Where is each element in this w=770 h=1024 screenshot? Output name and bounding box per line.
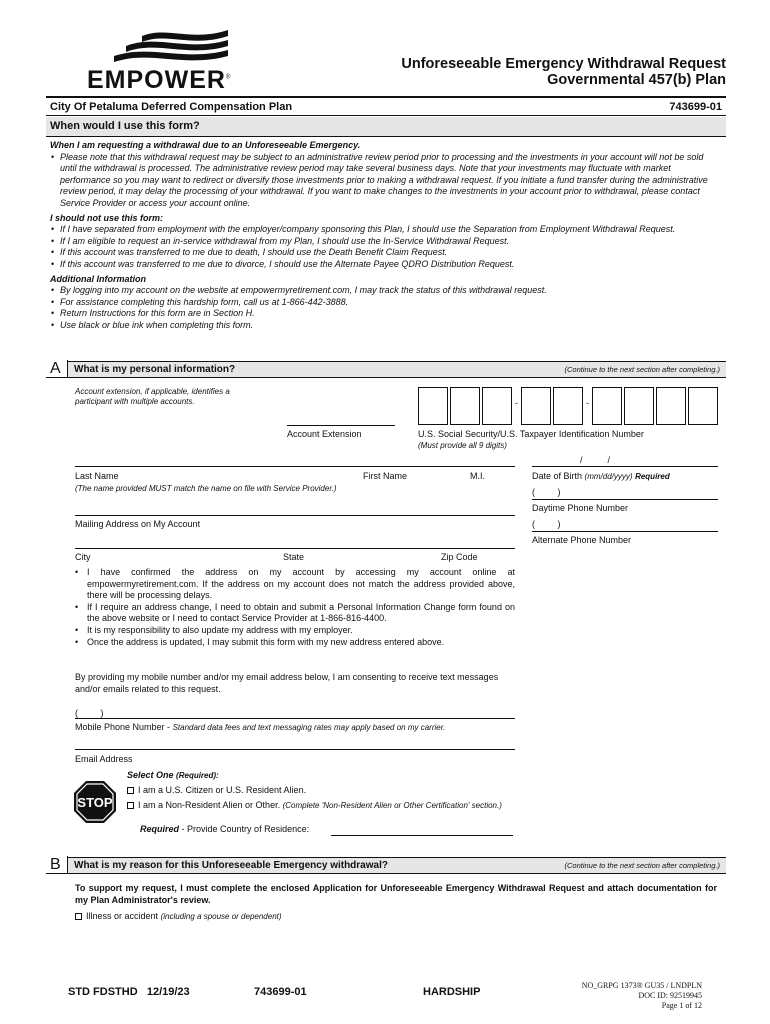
empower-logo-mark-icon [112,28,230,70]
name-field[interactable] [75,466,515,467]
when-heading: When would I use this form? [46,117,726,137]
dob-label: Date of Birth (mm/dd/yyyy) Required [532,471,670,481]
nonresident-checkbox[interactable] [127,802,134,809]
alternate-phone-field[interactable] [532,531,718,532]
ssn-dash: - [515,398,518,408]
citizen-option[interactable]: I am a U.S. Citizen or U.S. Resident Alien. [127,785,306,795]
name-note: (The name provided MUST match the name on file with Service Provider.) [75,484,337,493]
footer-plan-number: 743699-01 [254,986,307,998]
mailing-address-field[interactable] [75,515,515,516]
illness-checkbox[interactable] [75,913,82,920]
ssn-digit-box[interactable] [418,387,448,425]
mi-label: M.I. [470,471,485,481]
footer-doc-id: NO_GRPG 1373® GU35 / LNDPLN DOC ID: 92519945 Page 1 of 12 [581,981,702,1010]
illness-option[interactable]: Illness or accident (including a spouse or dependent) [75,911,282,922]
plan-bar [46,96,726,116]
alternate-phone-label: Alternate Phone Number [532,535,632,545]
account-extension-note: Account extension, if applicable, identifies a participant with multiple accounts. [75,387,230,406]
dob-slashes: / / [580,455,611,465]
country-required-label: Required - Provide Country of Residence: [140,824,310,834]
city-label: City [75,552,91,562]
first-name-label: First Name [363,471,408,481]
mobile-phone-field[interactable] [75,718,515,719]
stop-sign-icon [73,780,117,824]
section-a-header: A What is my personal information? (Continue to the next section after completing.) [46,361,726,378]
ssn-note: (Must provide all 9 digits) [418,441,507,450]
dob-field[interactable] [532,466,718,467]
daytime-phone-paren: ( ) [532,487,561,497]
support-text: To support my request, I must complete the enclosed Application for Unforeseeable Emergency Withdrawal Request and attach documentation for my Plan Administrator's review. [75,883,717,905]
daytime-phone-label: Daytime Phone Number [532,503,629,513]
intro-text: When I am requesting a withdrawal due to an Unforeseeable Emergency. • Please note that this withdrawal request may be subject to an administrative review period prior to processing and the investments in your account will not be sold until the withdrawal is processed. The administrative review period may take several business days. Note that your investments may fluctuate with market performance so you may want to redirect or diversify those investments prior to making a withdrawal request. If you initiate a fund transfer during the administrative review period, it may delay the processing of your withdrawal. If you want to make changes to the investments in your account prior to withdrawal, please contact Service Provider or access your account online. I should not use this form: • If I have separated from employment with the employer/company sponsoring this Plan, I should use the Separation from Employment Withdrawal Request. • If I am eligible to request an in-service withdrawal from my Plan, I should use the In-Service Withdrawal Request. • If this account was transferred to me due to death, I should use the Death Benefit Claim Request. • If this account was transferred to me due to divorce, I should use the Alternate Payee QDRO Distribution Request. Additional Information • By logging into my account on the website at empowermyretirement.com, I may track the status of this withdrawal request. • For assistance completing this hardship form, call us at 1-866-442-3888. • Return Instructions for this form are in Section H. • Use black or blue ink when completing this form. [50,140,722,332]
empower-logo-text: EMPOWER® [87,66,232,94]
alternate-phone-paren: ( ) [532,519,561,529]
section-b-header: B What is my reason for this Unforeseeable Emergency withdrawal? (Continue to the next section after completing.) [46,857,726,874]
last-name-label: Last Name [75,471,119,481]
ssn-digit-box[interactable] [450,387,480,425]
mobile-phone-label: Mobile Phone Number - Standard data fees and text messaging rates may apply based on my carrier. [75,722,446,732]
plan-name: City Of Petaluma Deferred Compensation Plan [50,100,293,113]
ssn-digit-box[interactable] [624,387,654,425]
mailing-address-label: Mailing Address on My Account [75,519,201,529]
country-field[interactable] [331,835,513,836]
ssn-digit-box[interactable] [592,387,622,425]
address-bullets: • I have confirmed the address on my account by accessing my account online at empowermyretirement.com. If the address on my account does not match the address provided above, there will be processing delays. • If I require an address change, I need to obtain and submit a Personal Information Change form found on the above website or I need to contact Service Provider at 1-866-816-4400. • It is my responsibility to also update my address with my employer. • Once the address is updated, I may submit this form with my new address entered above. [75,567,515,648]
ssn-dash: - [586,398,589,408]
citizen-checkbox[interactable] [127,787,134,794]
footer-type: HARDSHIP [423,986,481,998]
account-extension-label: Account Extension [287,429,362,439]
select-one-label: Select One (Required): [127,770,219,780]
footer-form-code: STD FDSTHD 12/19/23 [68,986,190,998]
consent-text: By providing my mobile number and/or my email address below, I am consenting to receive text messages and/or emails related to this request. [75,672,499,694]
ssn-label: U.S. Social Security/U.S. Taxpayer Identification Number [418,429,644,439]
zip-label: Zip Code [441,552,478,562]
ssn-digit-box[interactable] [688,387,718,425]
state-label: State [283,552,305,562]
stop-sign-text: STOP [77,795,113,810]
ssn-digit-box[interactable] [553,387,583,425]
ssn-digit-box[interactable] [482,387,512,425]
account-extension-field[interactable] [287,425,395,426]
daytime-phone-field[interactable] [532,499,718,500]
ssn-digit-box[interactable] [656,387,686,425]
mobile-phone-paren: ( ) [75,708,104,718]
nonresident-option[interactable]: I am a Non-Resident Alien or Other. (Complete 'Non-Resident Alien or Other Certification' section.) [127,800,517,811]
document-title: Unforeseeable Emergency Withdrawal Request Governmental 457(b) Plan [401,56,726,88]
plan-number: 743699-01 [669,100,722,113]
email-field[interactable] [75,749,515,750]
email-label: Email Address [75,754,133,764]
ssn-digit-box[interactable] [521,387,551,425]
city-state-zip-field[interactable] [75,548,515,549]
